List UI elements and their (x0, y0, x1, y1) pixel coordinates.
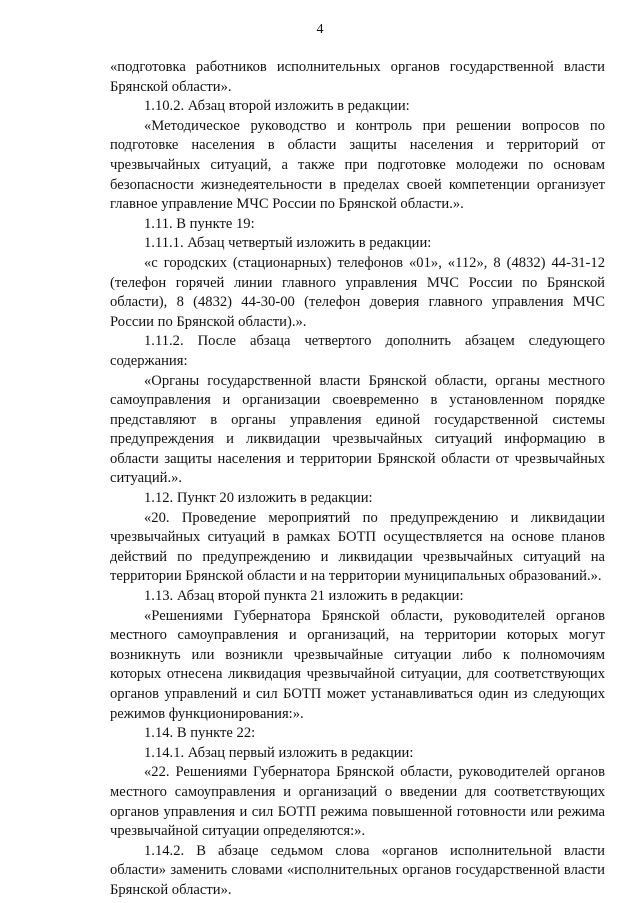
paragraph-authorities: «Органы государственной власти Брянской области, органы местного самоуправления и организации своевременно в установленном порядке представляют в органы управления единой государственной системы предупреждения и ликвидации чрезвычайных ситуаций информацию в области защиты населения и территории Брянской области от чрезвычайных ситуаций.». (110, 372, 605, 487)
document-body (110, 58, 605, 901)
paragraph-1-12: 1.12. Пункт 20 изложить в редакции: (144, 490, 373, 507)
paragraph-1-11-1: 1.11.1. Абзац четвертый изложить в редакции: (144, 235, 432, 252)
paragraph-1-14-1: 1.14.1. Абзац первый изложить в редакции: (144, 744, 414, 761)
paragraph-1-10-2: 1.10.2. Абзац второй изложить в редакции: (144, 98, 410, 115)
paragraph-governor-decisions: «Решениями Губернатора Брянской области, руководителей органов местного самоуправления и организаций, на территории которых могут возникнуть или возникли чрезвычайные ситуации либо к полномочиям которых отнесена ликвидация чрезвычайной ситуации, для соответствующих органов управлений и сил БОТП может устанавливаться один из следующих режимов функционирования:». (110, 607, 605, 722)
paragraph-point-20: «20. Проведение мероприятий по предупреждению и ликвидации чрезвычайных ситуаций в рамках БОТП осуществляется на основе планов действий по предупреждению и ликвидации чрезвычайных ситуаций на территории Брянской области и на территории муниципальных образований.». (110, 509, 605, 585)
paragraph-1-14: 1.14. В пункте 22: (144, 725, 256, 742)
paragraph-point-22: «22. Решениями Губернатора Брянской области, руководителей органов местного самоуправления и организаций о введении для соответствующих органов управления и сил БОТП режима повышенной готовности или режима чрезвычайной ситуации определяются:». (110, 764, 605, 840)
paragraph-1-11: 1.11. В пункте 19: (144, 215, 255, 232)
paragraph-phones: «с городских (стационарных) телефонов «01», «112», 8 (4832) 44-31-12 (телефон горячей линии главного управления МЧС России по Брянской области), 8 (4832) 44-30-00 (телефон доверия главного управления МЧС России по Брянской области).». (110, 254, 605, 330)
paragraph-quote-end: «подготовка работников исполнительных органов государственной власти Брянской области». (110, 59, 605, 95)
paragraph-1-14-2: 1.14.2. В абзаце седьмом слова «органов исполнительной власти области» заменить словами «исполнительных органов государственной власти Брянской области». (110, 842, 605, 898)
paragraph-1-11-2: 1.11.2. После абзаца четвертого дополнить абзацем следующего содержания: (110, 333, 605, 369)
page-number: 4 (316, 22, 324, 37)
paragraph-methodical-guidance: «Методическое руководство и контроль при решении вопросов по подготовке населения в области защиты населения и территорий от чрезвычайных ситуаций, а также при подготовке молодежи по основам безопасности жизнедеятельности в пределах своей компетенции организует главное управление МЧС России по Брянской области.». (110, 117, 605, 213)
paragraph-1-13: 1.13. Абзац второй пункта 21 изложить в редакции: (144, 588, 464, 605)
